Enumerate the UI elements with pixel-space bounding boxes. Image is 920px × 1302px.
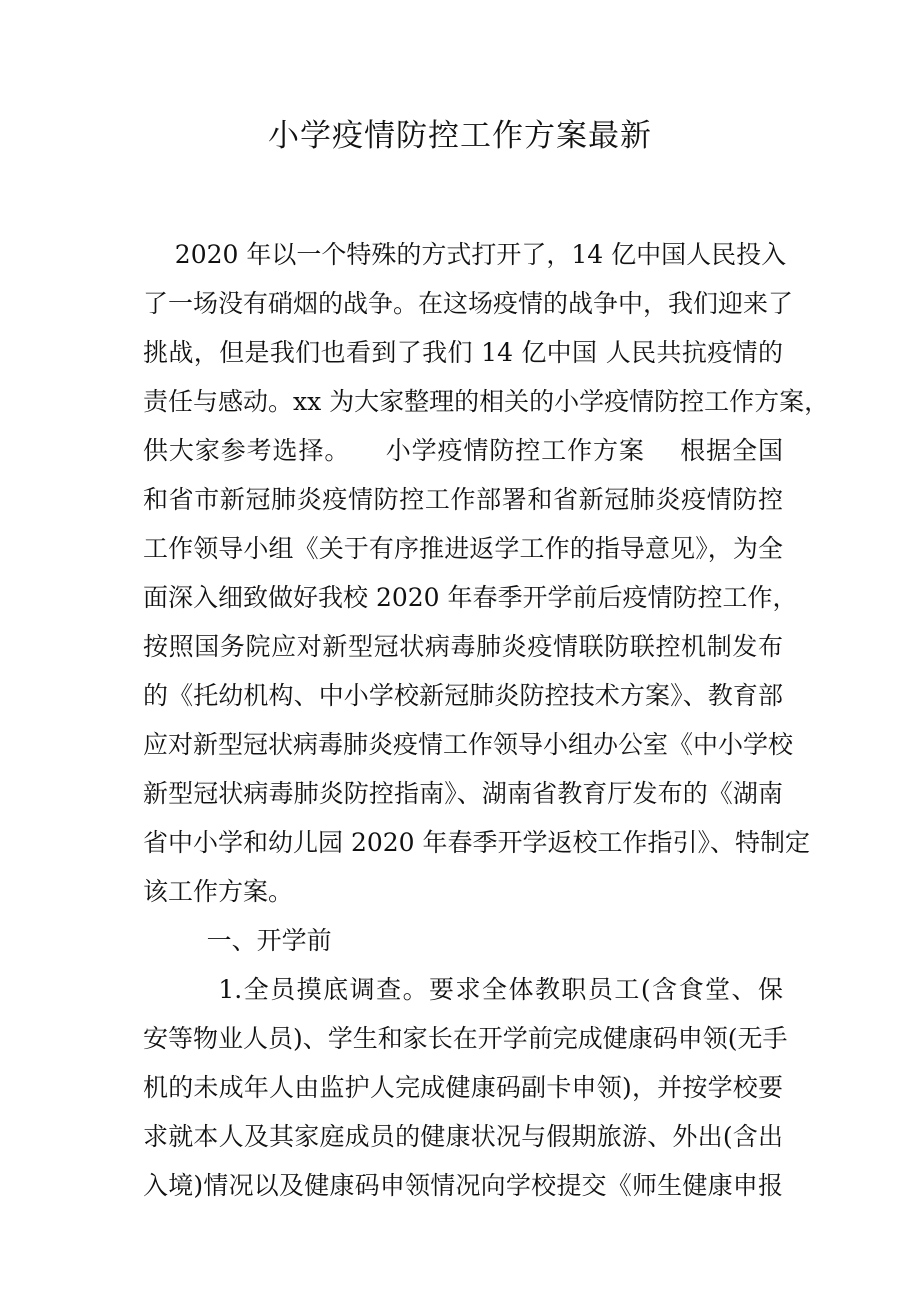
body-line: 2020 年以一个特殊的方式打开了，14 亿中国人民投入	[143, 240, 787, 269]
body-line: 入境)情况以及健康码申领情况向学校提交《师生健康申报	[143, 1171, 783, 1200]
body-line: 新型冠状病毒肺炎防控指南》、湖南省教育厅发布的《湖南	[143, 779, 783, 808]
body-line: 按照国务院应对新型冠状病毒肺炎疫情联防联控机制发布	[143, 632, 783, 661]
body-line: 挑战，但是我们也看到了我们 14 亿中国 人民共抗疫情的	[143, 338, 783, 367]
body-line: 和省市新冠肺炎疫情防控工作部署和省新冠肺炎疫情防控	[143, 485, 783, 514]
body-line: 的《托幼机构、中小学校新冠肺炎防控技术方案》、教育部	[143, 681, 783, 710]
document-body	[143, 230, 830, 1210]
body-line: 机的未成年人由监护人完成健康码副卡申领)，并按学校要	[143, 1073, 783, 1102]
body-line: 供大家参考选择。 小学疫情防控工作方案 根据全国	[143, 436, 783, 465]
document-title: 小学疫情防控工作方案最新	[268, 118, 652, 154]
body-line: 面深入细致做好我校 2020 年春季开学前后疫情防控工作，	[143, 583, 798, 612]
body-line: 省中小学和幼儿园 2020 年春季开学返校工作指引》、特制定	[143, 828, 811, 857]
body-line: 了一场没有硝烟的战争。在这场疫情的战争中，我们迎来了	[143, 289, 794, 318]
body-line: 1.全员摸底调查。要求全体教职员工(含食堂、保	[143, 975, 783, 1004]
body-line: 责任与感动。xx 为大家整理的相关的小学疫情防控工作方案，	[143, 387, 830, 416]
body-line: 该工作方案。	[143, 877, 294, 906]
body-line: 安等物业人员)、学生和家长在开学前完成健康码申领(无手	[143, 1024, 788, 1053]
section-heading: 一、开学前	[143, 926, 332, 955]
body-line: 应对新型冠状病毒肺炎疫情工作领导小组办公室《中小学校	[143, 730, 794, 759]
body-line: 求就本人及其家庭成员的健康状况与假期旅游、外出(含出	[143, 1122, 783, 1151]
body-line: 工作领导小组《关于有序推进返学工作的指导意见》，为全	[143, 534, 783, 563]
